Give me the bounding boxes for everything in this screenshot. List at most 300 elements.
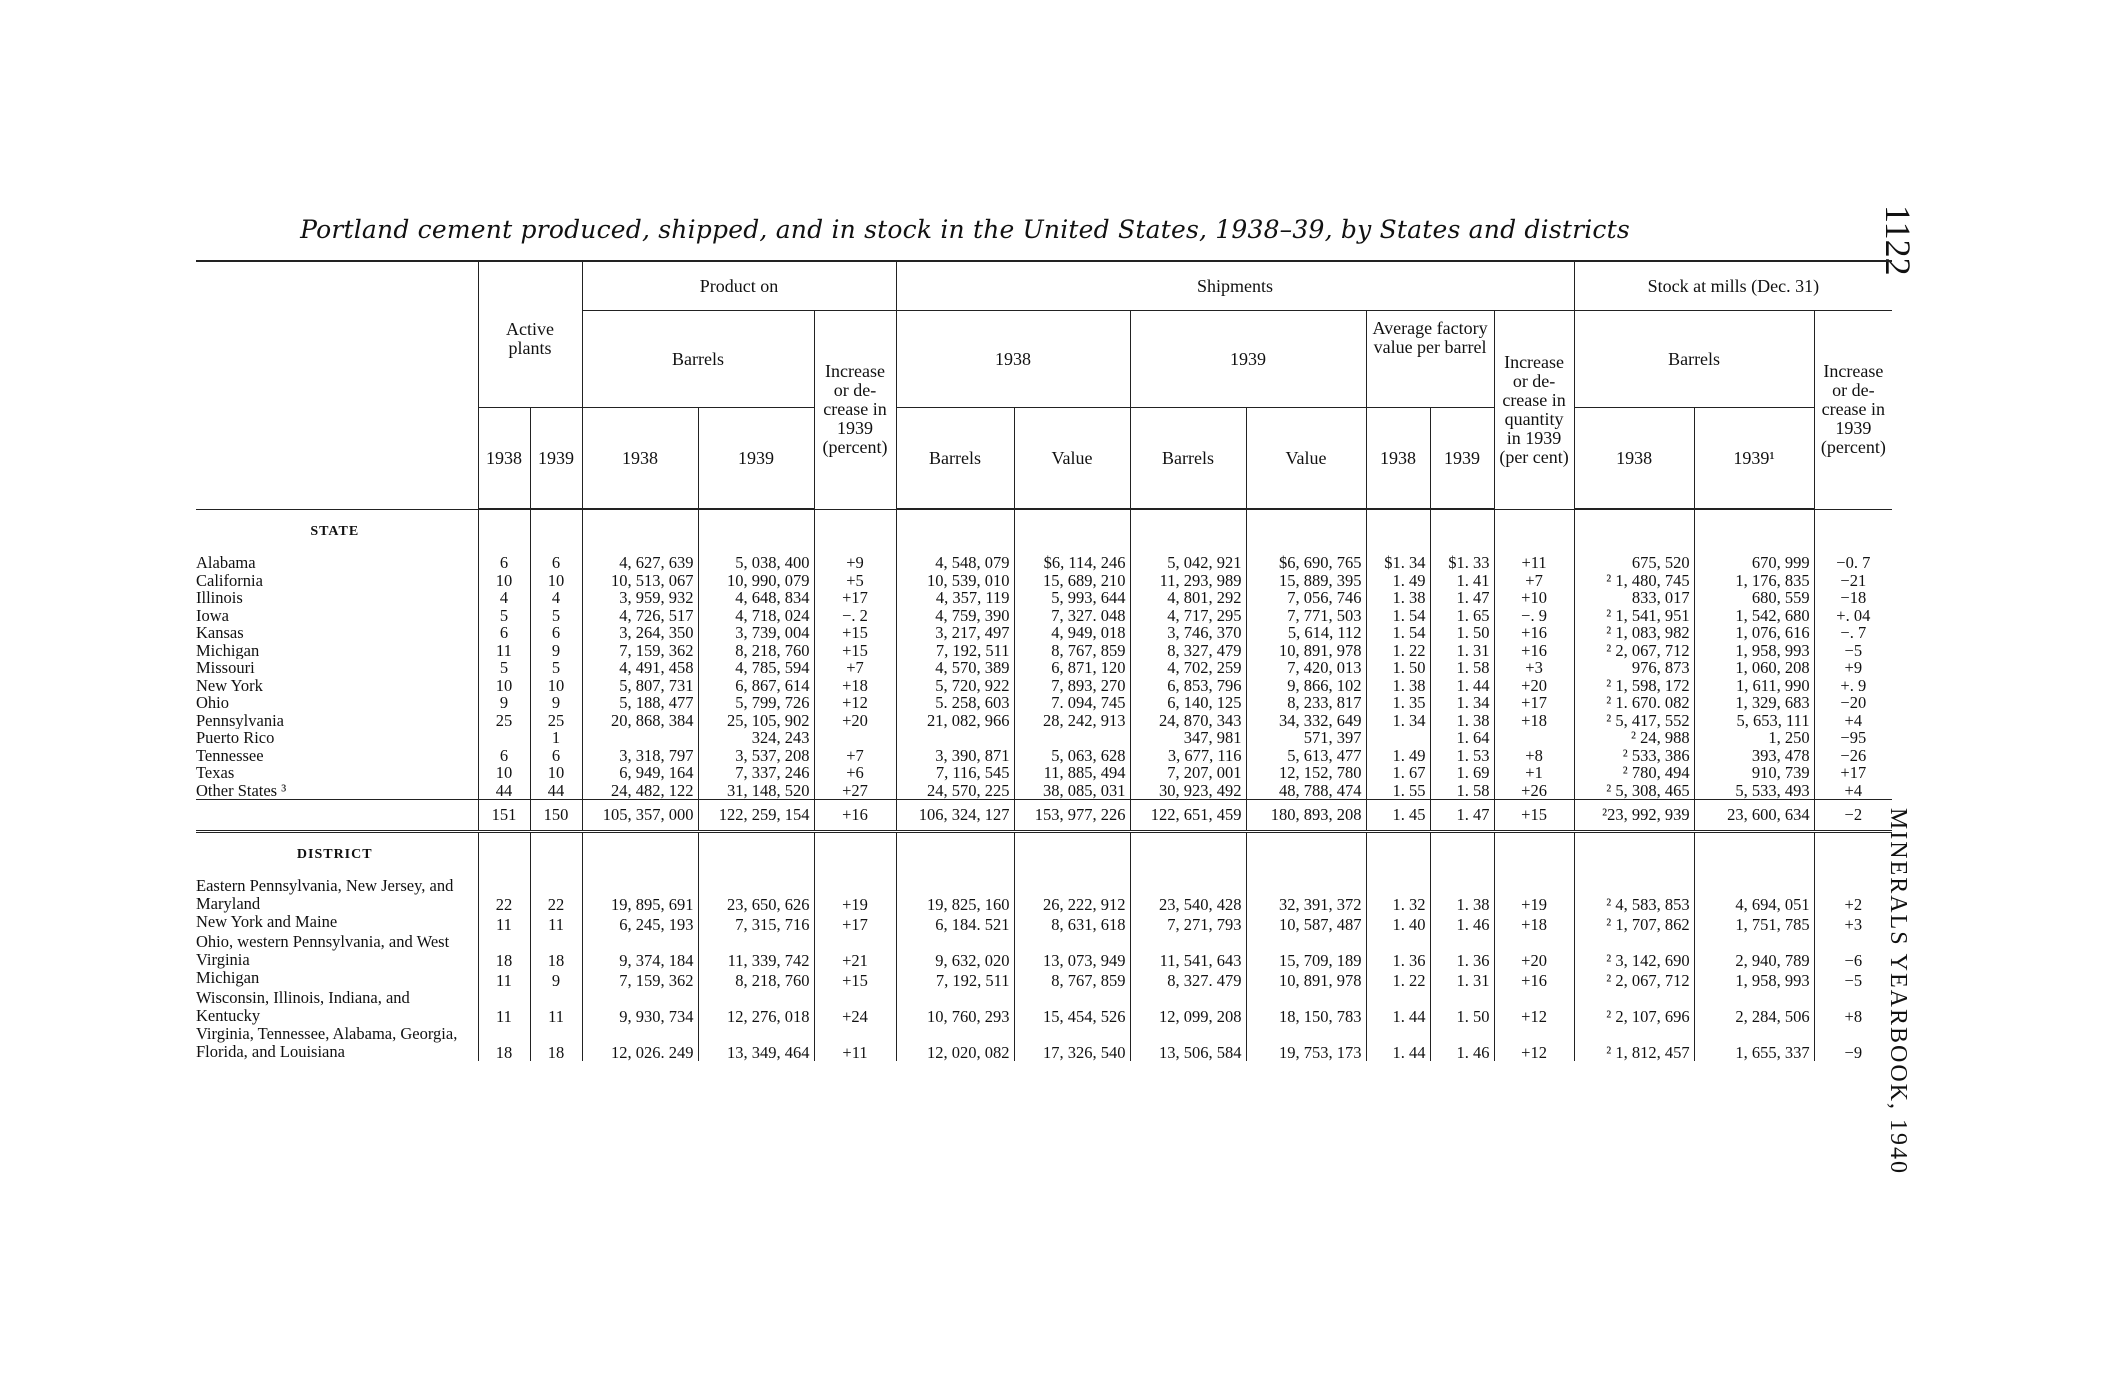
ship38-value-cell: 8, 767, 859 [1014,969,1130,989]
plants-1938-cell: 10 [478,764,530,782]
prod-change-cell: +7 [814,659,896,677]
plants-1939-cell: 4 [530,589,582,607]
stock-1938-cell: ² 1. 670. 082 [1574,694,1694,712]
ship38-barrels-cell: 21, 082, 966 [896,712,1014,730]
table-row [196,933,1892,969]
ship-change-cell: +3 [1494,659,1574,677]
plants-1938-header: 1938 [478,408,530,510]
ship38-barrels-cell: 5, 720, 922 [896,677,1014,695]
ship38-barrels-cell: 4, 759, 390 [896,607,1014,625]
ship38-value-cell: 7, 327. 048 [1014,607,1130,625]
ship38-barrels-cell: 12, 020, 082 [896,1025,1014,1061]
prod-1938-cell: 9, 930, 734 [582,989,698,1025]
avg-1939-cell: 1. 69 [1430,764,1494,782]
stock-1939-cell: 910, 739 [1694,764,1814,782]
plants-1938-cell: 6 [478,624,530,642]
plants-1939-cell: 10 [530,677,582,695]
stock-1938-cell: ² 2, 107, 696 [1574,989,1694,1025]
stock-1938-cell: ² 5, 308, 465 [1574,782,1694,800]
ship38-barrels-cell: 4, 548, 079 [896,554,1014,572]
avg-1939-cell: 1. 46 [1430,1025,1494,1061]
prod-1938-cell: 12, 026. 249 [582,1025,698,1061]
ship38-barrels-cell: 3, 390, 871 [896,747,1014,765]
ship-change-cell: +7 [1494,572,1574,590]
table-row [196,969,1892,989]
ship39-barrels-cell: 4, 702, 259 [1130,659,1246,677]
prod-1939-cell: 11, 339, 742 [698,933,814,969]
ship38-barrels-cell: 7, 192, 511 [896,642,1014,660]
prod-1939-header: 1939 [698,408,814,510]
table-row [196,554,1892,572]
row-label: Illinois [196,589,243,607]
ship38-value-cell [1014,729,1130,747]
avg-1939-cell: 1. 47 [1430,589,1494,607]
table-row [196,624,1892,642]
stock-1938-cell: 675, 520 [1574,554,1694,572]
prod-change-cell: +18 [814,677,896,695]
state-section-label: STATE [310,524,360,539]
prod-change-cell: +11 [814,1025,896,1061]
plants-1939-cell: 22 [530,877,582,913]
ship-change-cell: +1 [1494,764,1574,782]
plants-1939-cell: 25 [530,712,582,730]
row-label: Ohio [196,694,229,712]
avg-1939-cell: 1. 34 [1430,694,1494,712]
ship-1938-header: 1938 [896,311,1130,408]
avg-1939-cell: 1. 65 [1430,607,1494,625]
stock-1938-cell: ² 533, 386 [1574,747,1694,765]
avg-1938-cell: 1. 32 [1366,877,1430,913]
stock-change-cell: +4 [1814,712,1892,730]
ship-change-cell: +16 [1494,642,1574,660]
ship38-barrels-cell: 4, 570, 389 [896,659,1014,677]
ship38-value-cell: 15, 454, 526 [1014,989,1130,1025]
row-label: Iowa [196,606,229,624]
table-body [196,509,1892,1061]
ship39-barrels-cell: 11, 541, 643 [1130,933,1246,969]
prod-1938-cell: 7, 159, 362 [582,642,698,660]
ship38-value-cell: 5, 063, 628 [1014,747,1130,765]
ship39-value-cell: 8, 233, 817 [1246,694,1366,712]
table-row [196,747,1892,765]
ship-change-cell: +16 [1494,969,1574,989]
ship39-barrels-cell: 30, 923, 492 [1130,782,1246,800]
ship39-value-cell: 7, 056, 746 [1246,589,1366,607]
stock-1939-cell: 4, 694, 051 [1694,877,1814,913]
prod-change-cell: +19 [814,877,896,913]
ship39-value-cell: 10, 891, 978 [1246,642,1366,660]
ship39-value-cell: 48, 788, 474 [1246,782,1366,800]
stock-change-cell: +9 [1814,659,1892,677]
plants-1938-cell: 151 [478,800,530,832]
ship39-value-cell: 34, 332, 649 [1246,712,1366,730]
row-label: New York and Maine [196,913,338,931]
plants-1938-cell: 5 [478,659,530,677]
prod-1939-cell: 5, 799, 726 [698,694,814,712]
table-row [196,659,1892,677]
prod-1939-cell: 12, 276, 018 [698,989,814,1025]
avg-1939-cell: 1. 31 [1430,969,1494,989]
stock-1939-cell: 5, 533, 493 [1694,782,1814,800]
ship39-value-cell: 10, 891, 978 [1246,969,1366,989]
prod-change-cell: +15 [814,642,896,660]
avg-1938-cell: $1. 34 [1366,554,1430,572]
prod-1938-cell: 6, 949, 164 [582,764,698,782]
row-label: Texas [196,764,235,782]
row-label: Michigan [196,641,260,659]
prod-1938-cell: 24, 482, 122 [582,782,698,800]
stock-change-cell: +3 [1814,913,1892,933]
table-row [196,782,1892,800]
ship39-value-cell: 7, 771, 503 [1246,607,1366,625]
ship39-barrels-cell: 5, 042, 921 [1130,554,1246,572]
ship-change-cell: +11 [1494,554,1574,572]
ship39-value-cell: 180, 893, 208 [1246,800,1366,832]
avg-1938-cell: 1. 38 [1366,589,1430,607]
stock-1938-cell: ² 1, 541, 951 [1574,607,1694,625]
prod-change-cell: +7 [814,747,896,765]
ship38-barrels-cell: 19, 825, 160 [896,877,1014,913]
stock-1938-cell: ² 2, 067, 712 [1574,969,1694,989]
stock-1939-cell: 2, 284, 506 [1694,989,1814,1025]
prod-change-cell: +20 [814,712,896,730]
row-label: Alabama [196,554,256,572]
ship38-barrels-cell: 9, 632, 020 [896,933,1014,969]
ship-change-cell: +18 [1494,913,1574,933]
ship38-barrels-cell: 3, 217, 497 [896,624,1014,642]
stock-change-cell: +. 9 [1814,677,1892,695]
ship39-barrels-cell: 13, 506, 584 [1130,1025,1246,1061]
row-label: Tennessee [196,746,264,764]
avg-1938-cell: 1. 34 [1366,712,1430,730]
row-label: Wisconsin, Illinois, Indiana, and Kentucky [196,989,410,1025]
ship-change-cell: +12 [1494,989,1574,1025]
prod-1938-cell: 20, 868, 384 [582,712,698,730]
table-row [196,712,1892,730]
active-plants-header: Active plants [478,262,582,408]
plants-1939-cell: 6 [530,554,582,572]
plants-1938-cell: 11 [478,989,530,1025]
state-section [196,509,1892,554]
avg-1939-cell: 1. 36 [1430,933,1494,969]
ship39-value-cell: 7, 420, 013 [1246,659,1366,677]
ship39-value-cell: 12, 152, 780 [1246,764,1366,782]
ship-change-cell: +8 [1494,747,1574,765]
stock-change-cell: −6 [1814,933,1892,969]
plants-1938-cell: 11 [478,913,530,933]
plants-1938-cell: 25 [478,712,530,730]
plants-1938-cell: 10 [478,677,530,695]
plants-1939-cell: 11 [530,913,582,933]
ship38-barrels-cell: 4, 357, 119 [896,589,1014,607]
avg-1938-cell: 1. 45 [1366,800,1430,832]
plants-1939-cell: 1 [530,729,582,747]
ship-change-cell: −. 9 [1494,607,1574,625]
plants-1938-cell: 6 [478,554,530,572]
avg-1938-cell: 1. 49 [1366,572,1430,590]
plants-1938-cell: 22 [478,877,530,913]
stock-1938-cell: 976, 873 [1574,659,1694,677]
ship39-value-cell: 15, 889, 395 [1246,572,1366,590]
stock-1939-cell: 1, 060, 208 [1694,659,1814,677]
avg-1938-cell: 1. 54 [1366,607,1430,625]
ship39-barrels-cell: 4, 801, 292 [1130,589,1246,607]
ship-change-cell: +19 [1494,877,1574,913]
stock-1939-cell: 1, 076, 616 [1694,624,1814,642]
stock-1938-cell: ² 1, 083, 982 [1574,624,1694,642]
prod-1939-cell: 23, 650, 626 [698,877,814,913]
ship39-barrels-cell: 3, 746, 370 [1130,624,1246,642]
ship-change-cell [1494,729,1574,747]
ship39-value-cell: 32, 391, 372 [1246,877,1366,913]
ship38-value-cell: 7. 094, 745 [1014,694,1130,712]
prod-1938-cell: 3, 318, 797 [582,747,698,765]
stock-change-cell: +4 [1814,782,1892,800]
stock-1939-cell: 1, 542, 680 [1694,607,1814,625]
production-barrels-header: Barrels [582,311,814,408]
avg-1938-cell: 1. 55 [1366,782,1430,800]
avg-1938-cell [1366,729,1430,747]
plants-1939-cell: 18 [530,1025,582,1061]
avg-1939-cell: 1. 50 [1430,989,1494,1025]
table-row [196,694,1892,712]
prod-change-cell: +15 [814,969,896,989]
ship39-value-cell: 9, 866, 102 [1246,677,1366,695]
row-label: Michigan [196,969,260,987]
prod-1939-cell: 4, 648, 834 [698,589,814,607]
prod-change-cell: −. 2 [814,607,896,625]
plants-1938-cell: 10 [478,572,530,590]
avg-1939-header: 1939 [1430,408,1494,510]
prod-change-cell: +24 [814,989,896,1025]
prod-1939-cell: 13, 349, 464 [698,1025,814,1061]
ship39-barrels-cell: 6, 853, 796 [1130,677,1246,695]
prod-change-cell: +6 [814,764,896,782]
stock-1939-cell: 2, 940, 789 [1694,933,1814,969]
ship39-barrels-cell: 24, 870, 343 [1130,712,1246,730]
stock-change-cell: −0. 7 [1814,554,1892,572]
plants-1938-cell: 11 [478,969,530,989]
ship38-value-cell: 5, 993, 644 [1014,589,1130,607]
prod-1938-cell: 4, 726, 517 [582,607,698,625]
avg-1939-cell: 1. 64 [1430,729,1494,747]
table-row [196,677,1892,695]
avg-1939-cell: 1. 47 [1430,800,1494,832]
ship38-value-cell: 153, 977, 226 [1014,800,1130,832]
ship38-value-cell: 8, 631, 618 [1014,913,1130,933]
ship39-barrels-cell: 23, 540, 428 [1130,877,1246,913]
stock-1939-cell: 1, 655, 337 [1694,1025,1814,1061]
name-header [196,262,478,509]
prod-1938-cell: 9, 374, 184 [582,933,698,969]
ship39-value-cell: 19, 753, 173 [1246,1025,1366,1061]
ship38-value-header: Value [1014,408,1130,510]
ship39-barrels-header: Barrels [1130,408,1246,510]
ship39-barrels-cell: 122, 651, 459 [1130,800,1246,832]
stock-change-cell: −5 [1814,642,1892,660]
row-label: Eastern Pennsylvania, New Jersey, and Maryland [196,877,454,913]
row-label: California [196,571,263,589]
stock-change-cell: +8 [1814,989,1892,1025]
avg-1939-cell: 1. 41 [1430,572,1494,590]
stock-1938-cell: ² 24, 988 [1574,729,1694,747]
stock-1938-cell: ² 1, 707, 862 [1574,913,1694,933]
stock-1939-cell: 5, 653, 111 [1694,712,1814,730]
ship39-value-cell: 15, 709, 189 [1246,933,1366,969]
ship-change-cell: +17 [1494,694,1574,712]
plants-1939-cell: 44 [530,782,582,800]
plants-1938-cell: 18 [478,1025,530,1061]
avg-1939-cell: 1. 58 [1430,782,1494,800]
ship38-barrels-cell: 24, 570, 225 [896,782,1014,800]
ship38-value-cell: 38, 085, 031 [1014,782,1130,800]
ship39-value-cell: 10, 587, 487 [1246,913,1366,933]
prod-1939-cell: 8, 218, 760 [698,642,814,660]
ship39-barrels-cell: 8, 327. 479 [1130,969,1246,989]
prod-1938-cell [582,729,698,747]
stock-header: Stock at mills (Dec. 31) [1574,262,1892,311]
plants-1939-cell: 5 [530,659,582,677]
stock-1938-header: 1938 [1574,408,1694,510]
prod-1939-cell: 7, 315, 716 [698,913,814,933]
avg-1938-cell: 1. 35 [1366,694,1430,712]
prod-1938-header: 1938 [582,408,698,510]
prod-change-cell: +27 [814,782,896,800]
avg-1938-header: 1938 [1366,408,1430,510]
ship39-barrels-cell: 4, 717, 295 [1130,607,1246,625]
ship-change-cell: +12 [1494,1025,1574,1061]
plants-1939-cell: 18 [530,933,582,969]
avg-1939-cell: 1. 44 [1430,677,1494,695]
ship38-value-cell: 8, 767, 859 [1014,642,1130,660]
ship39-value-cell: 18, 150, 783 [1246,989,1366,1025]
plants-1938-cell: 5 [478,607,530,625]
avg-1938-cell: 1. 40 [1366,913,1430,933]
prod-1938-cell: 4, 491, 458 [582,659,698,677]
stock-change-header: Increase or decrease in 1939 (percent) [1814,311,1892,510]
ship-change-cell: +18 [1494,712,1574,730]
ship38-barrels-cell: 5. 258, 603 [896,694,1014,712]
stock-1939-cell: 1, 751, 785 [1694,913,1814,933]
ship39-value-cell: 5, 614, 112 [1246,624,1366,642]
ship-change-cell: +20 [1494,677,1574,695]
prod-1939-cell: 8, 218, 760 [698,969,814,989]
prod-1938-cell: 7, 159, 362 [582,969,698,989]
avg-value-header: Average factory value per barrel [1366,311,1494,408]
avg-1939-cell: 1. 38 [1430,712,1494,730]
prod-change-cell: +17 [814,589,896,607]
table-row [196,589,1892,607]
avg-1939-cell: 1. 46 [1430,913,1494,933]
avg-1938-cell: 1. 54 [1366,624,1430,642]
ship39-barrels-cell: 12, 099, 208 [1130,989,1246,1025]
ship39-barrels-cell: 347, 981 [1130,729,1246,747]
ship39-barrels-cell: 11, 293, 989 [1130,572,1246,590]
plants-1938-cell [478,729,530,747]
stock-1939-cell: 1, 250 [1694,729,1814,747]
row-label: Ohio, western Pennsylvania, and West Virginia [196,933,450,969]
stock-1939-header: 1939¹ [1694,408,1814,510]
ship-change-cell: +20 [1494,933,1574,969]
plants-1938-cell: 44 [478,782,530,800]
prod-change-cell: +16 [814,800,896,832]
avg-1938-cell: 1. 67 [1366,764,1430,782]
avg-1939-cell: 1. 53 [1430,747,1494,765]
plants-1938-cell: 4 [478,589,530,607]
avg-1939-cell: $1. 33 [1430,554,1494,572]
stock-1938-cell: ² 1, 480, 745 [1574,572,1694,590]
avg-1939-cell: 1. 38 [1430,877,1494,913]
prod-change-cell: +5 [814,572,896,590]
plants-1939-cell: 5 [530,607,582,625]
ship38-value-cell: 28, 242, 913 [1014,712,1130,730]
district-section-label: DISTRICT [296,847,373,863]
row-label: Virginia, Tennessee, Alabama, Georgia, Florida, and Louisiana [196,1025,458,1061]
ship38-barrels-cell: 6, 184. 521 [896,913,1014,933]
ship39-value-header: Value [1246,408,1366,510]
stock-1938-cell: ² 1, 598, 172 [1574,677,1694,695]
plants-1939-cell: 9 [530,694,582,712]
ship-change-cell: +15 [1494,800,1574,832]
table-row [196,913,1892,933]
avg-1938-cell: 1. 44 [1366,1025,1430,1061]
stock-change-cell: −18 [1814,589,1892,607]
prod-1938-cell: 5, 807, 731 [582,677,698,695]
production-change-header: Increase or decrease in 1939 (percent) [814,311,896,510]
row-label: Puerto Rico [196,729,275,747]
prod-change-cell: +21 [814,933,896,969]
stock-change-cell: −2 [1814,800,1892,832]
stock-1939-cell: 1, 176, 835 [1694,572,1814,590]
prod-1938-cell: 3, 959, 932 [582,589,698,607]
prod-1939-cell: 25, 105, 902 [698,712,814,730]
stock-change-cell: +2 [1814,877,1892,913]
prod-1938-cell: 4, 627, 639 [582,554,698,572]
ship38-value-cell: 7, 893, 270 [1014,677,1130,695]
prod-1939-cell: 4, 785, 594 [698,659,814,677]
plants-1938-cell: 11 [478,642,530,660]
row-label: New York [196,676,263,694]
prod-1939-cell: 6, 867, 614 [698,677,814,695]
prod-change-cell: +15 [814,624,896,642]
prod-1938-cell: 6, 245, 193 [582,913,698,933]
prod-1939-cell: 324, 243 [698,729,814,747]
stock-1939-cell: 23, 600, 634 [1694,800,1814,832]
prod-1939-cell: 4, 718, 024 [698,607,814,625]
avg-1939-cell: 1. 58 [1430,659,1494,677]
prod-1939-cell: 31, 148, 520 [698,782,814,800]
avg-1938-cell: 1. 49 [1366,747,1430,765]
table-row [196,729,1892,747]
stock-1939-cell: 1, 958, 993 [1694,969,1814,989]
stock-1938-cell: ² 780, 494 [1574,764,1694,782]
plants-1938-cell: 9 [478,694,530,712]
ship38-value-cell: 6, 871, 120 [1014,659,1130,677]
ship-change-cell: +10 [1494,589,1574,607]
stock-1938-cell: 833, 017 [1574,589,1694,607]
ship38-value-cell: 4, 949, 018 [1014,624,1130,642]
prod-1938-cell: 5, 188, 477 [582,694,698,712]
table-row [196,877,1892,913]
stock-1938-cell: ² 5, 417, 552 [1574,712,1694,730]
avg-1938-cell: 1. 44 [1366,989,1430,1025]
ship39-value-cell: 5, 613, 477 [1246,747,1366,765]
prod-1939-cell: 3, 537, 208 [698,747,814,765]
prod-change-cell: +12 [814,694,896,712]
plants-1938-cell: 18 [478,933,530,969]
stock-change-cell: +17 [1814,764,1892,782]
table-header [196,262,1892,509]
